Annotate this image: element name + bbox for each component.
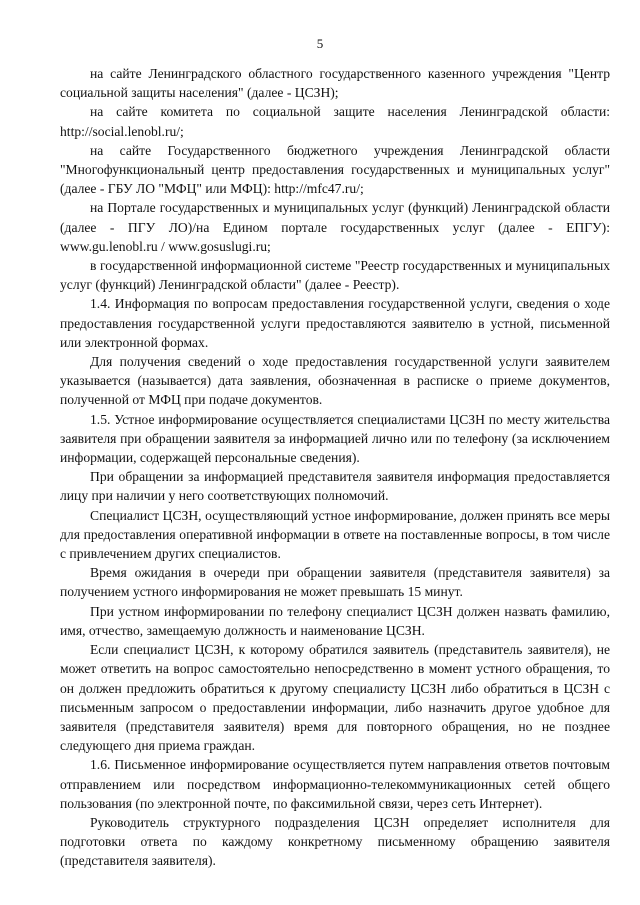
paragraph: на Портале государственных и муниципальных услуг (функций) Ленинградской области (далее - ПГУ ЛО)/на Едином портале государственных услуг (далее - ЕПГУ): www.gu.lenobl.ru / www.gosuslugi.ru; (60, 200, 610, 254)
paragraph: на сайте комитета по социальной защите населения Ленинградской области: http://social.lenobl.ru/; (60, 104, 610, 139)
paragraph: Руководитель структурного подразделения ЦСЗН определяет исполнителя для подготовки ответа по каждому конкретному письменному обращению заявителя (представителя заявителя). (60, 814, 610, 869)
paragraph: При устном информировании по телефону специалист ЦСЗН должен назвать фамилию, имя, отчество, замещаемую должность и наименование ЦСЗН. (60, 603, 610, 638)
paragraph: При обращении за информацией представителя заявителя информация предоставляется лицу при наличии у него соответствующих полномочий. (60, 469, 610, 504)
paragraph: Если специалист ЦСЗН, к которому обратился заявитель (представитель заявителя), не может ответить на вопрос самостоятельно непосредственно в момент устного обращения, то он должен предложить обратиться к другому специалисту ЦСЗН либо обратиться в ЦСЗН с письменным запросом о предоставлении информации, либо назначить другое удобное для заявителя (представителя заявителя) время для повторного обращения, но не позднее следующего дня приема граждан. (60, 642, 610, 754)
paragraph: 1.6. Письменное информирование осуществляется путем направления ответов почтовым отправлением или посредством информационно-телекоммуникационных сетей общего пользования (по электронной почте, по факсимильной связи, через сеть Интернет). (60, 757, 610, 811)
paragraph: 1.5. Устное информирование осуществляется специалистами ЦСЗН по месту жительства заявителя при обращении заявителя за информацией лично или по телефону (за исключением информации, содержащей персональные сведения). (60, 411, 610, 466)
page-number: 5 (316, 36, 324, 51)
paragraph: в государственной информационной системе "Реестр государственных и муниципальных услуг (функций) Ленинградской области" (далее - Реестр). (60, 258, 610, 293)
paragraph: 1.4. Информация по вопросам предоставления государственной услуги, сведения о ходе предоставления государственной услуги предоставляются заявителю в устной, письменной или электронной формах. (60, 296, 610, 350)
paragraph: на сайте Государственного бюджетного учреждения Ленинградской области "Многофункциональный центр предоставления государственных и муниципальных услуг" (далее - ГБУ ЛО "МФЦ" или МФЦ): http://mfc47.ru/; (60, 142, 610, 197)
paragraph: Специалист ЦСЗН, осуществляющий устное информирование, должен принять все меры для предоставления оперативной информации в ответе на поставленные вопросы, в том числе с привлечением других специалистов. (60, 507, 610, 562)
document-body (60, 64, 610, 871)
paragraph: Время ожидания в очереди при обращении заявителя (представителя заявителя) за получением устного информирования не может превышать 15 минут. (60, 565, 610, 600)
paragraph: Для получения сведений о ходе предоставления государственной услуги заявителем указывается (называется) дата заявления, обозначенная в расписке о приеме документов, полученной от МФЦ при подаче документов. (60, 354, 610, 408)
paragraph: на сайте Ленинградского областного государственного казенного учреждения "Центр социальной защиты населения" (далее - ЦСЗН); (60, 66, 610, 101)
